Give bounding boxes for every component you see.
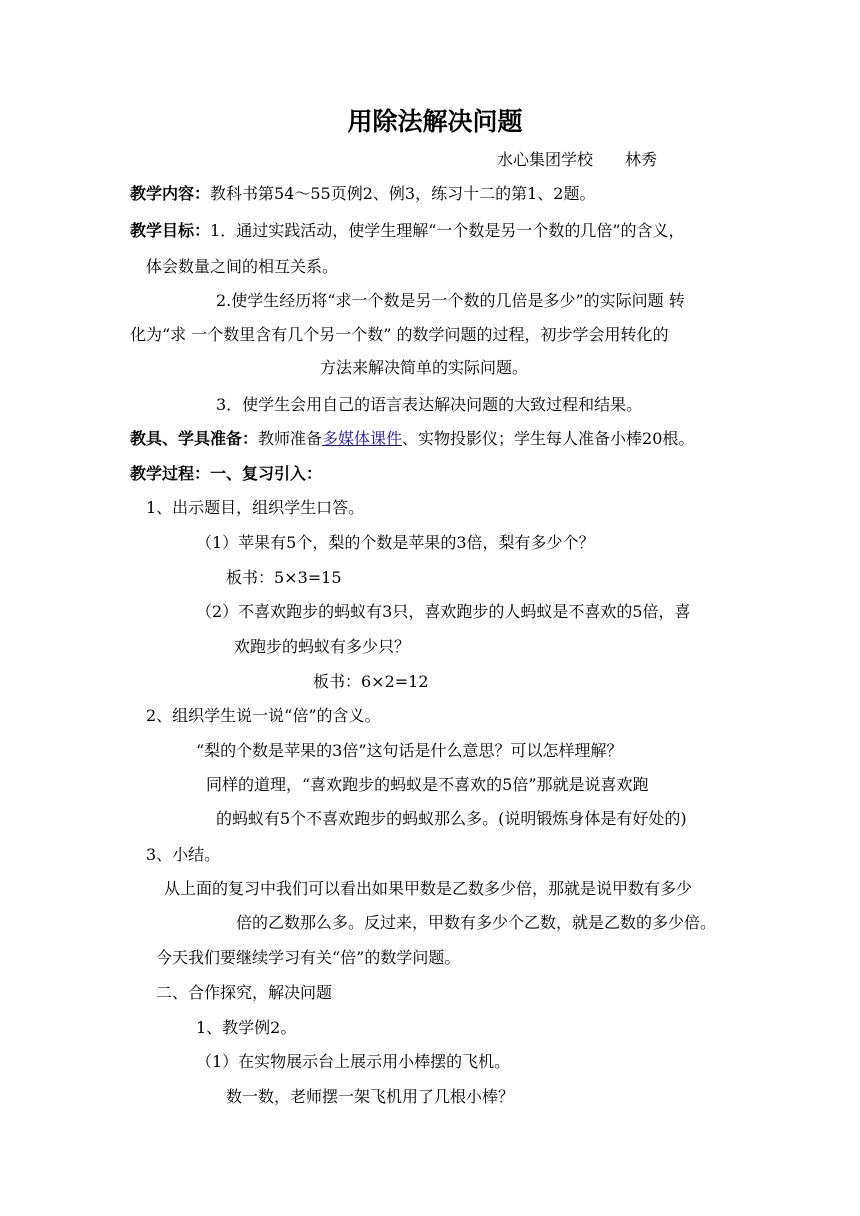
process-line: 1、出示题目，组织学生口答。 [146, 498, 365, 517]
goal-2-line-3: 方法来解决简单的实际问题。 [320, 358, 529, 377]
teaching-content [130, 184, 595, 204]
goal-2-line-2: 化为“求 一个数里含有几个另一个数” 的数学问题的过程，初步学会用转化的 [130, 325, 669, 344]
process-line: （1）在实物展示台上展示用小棒摆的飞机。 [196, 1052, 511, 1071]
teaching-goals-label: 教学目标： [130, 221, 211, 240]
process-line: 板书：5×3=15 [226, 568, 342, 587]
teaching-process-heading: 教学过程：一、复习引入： [130, 464, 323, 483]
teaching-prep [130, 429, 694, 449]
process-line: 欢跑步的蚂蚁有多少只？ [234, 637, 411, 656]
teaching-goals [130, 221, 685, 241]
goal-3-line-1: 3．使学生会用自己的语言表达解决问题的大致过程和结果。 [216, 395, 643, 414]
process-line: 从上面的复习中我们可以看出如果甲数是乙数多少倍，那就是说甲数有多少 [164, 879, 693, 898]
teaching-content-label: 教学内容： [130, 184, 211, 203]
process-line: （2）不喜欢跑步的蚂蚁有3只，喜欢跑步的人蚂蚁是不喜欢的5倍，喜 [196, 602, 691, 621]
process-line: 1、教学例2。 [196, 1018, 297, 1037]
process-line: 数一数，老师摆一架飞机用了几根小棒？ [226, 1087, 515, 1106]
author-line: 水心集团学校 林秀 [497, 150, 658, 169]
teaching-content-text: 教科书第54～55页例2、例3，练习十二的第1、2题。 [210, 184, 596, 203]
process-line: 今天我们要继续学习有关“倍”的数学问题。 [156, 948, 461, 967]
page-title: 用除法解决问题 [347, 107, 523, 136]
process-line: 同样的道理，“喜欢跑步的蚂蚁是不喜欢的5倍”那就是说喜欢跑 [206, 775, 649, 794]
process-line: 3、小结。 [146, 845, 221, 864]
goal-1-line-2: 体会数量之间的相互关系。 [146, 257, 339, 276]
process-line: 板书：6×2=12 [313, 672, 429, 691]
process-line: 倍的乙数那么多。反过来，甲数有多少个乙数，就是乙数的多少倍。 [236, 913, 717, 932]
process-line: （1）苹果有5个，梨的个数是苹果的3倍，梨有多少个？ [196, 533, 595, 552]
goal-1-line-1: 1．通过实践活动，使学生理解“一个数是另一个数的几倍”的含义， [210, 221, 685, 240]
process-line: 二、合作探究，解决问题 [156, 983, 333, 1002]
teaching-prep-label: 教具、学具准备： [130, 429, 259, 448]
goal-2-line-1: 2.使学生经历将“求一个数是另一个数的几倍是多少”的实际问题 转 [216, 291, 685, 310]
teaching-prep-text-pre: 教师准备 [258, 429, 323, 448]
process-line: “梨的个数是苹果的3倍”这句话是什么意思？可以怎样理解？ [196, 741, 623, 760]
process-line: 2、组织学生说一说“倍”的含义。 [146, 706, 381, 725]
teaching-prep-text-post: 、实物投影仪；学生每人准备小棒20根。 [402, 429, 695, 448]
multimedia-courseware-link[interactable]: 多媒体课件 [322, 429, 403, 448]
process-line: 的蚂蚁有5个不喜欢跑步的蚂蚁那么多。(说明锻炼身体是有好处的) [216, 809, 687, 828]
